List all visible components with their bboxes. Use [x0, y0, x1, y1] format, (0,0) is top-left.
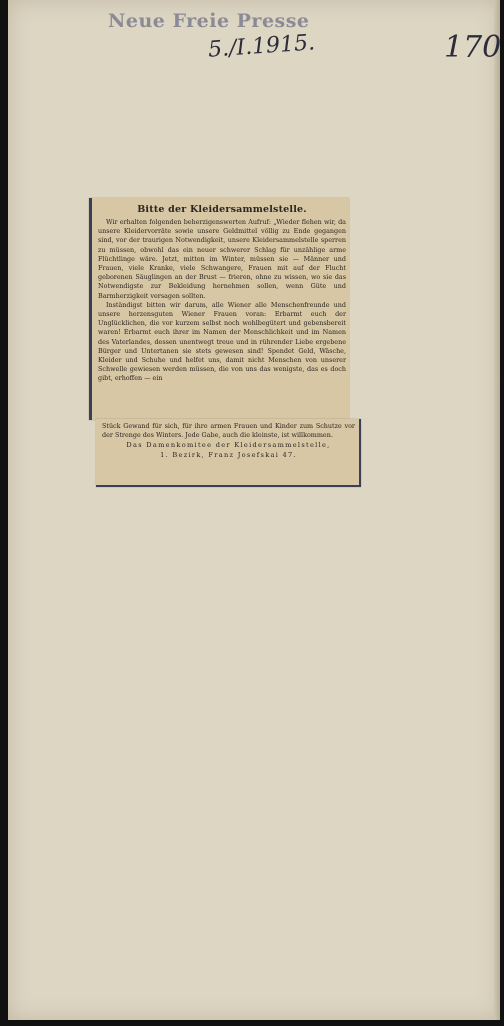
handwritten-number: 170 [444, 30, 502, 65]
signature-committee: Das Damenkomitee der Kleidersammelstelle, [126, 441, 331, 450]
document-page [8, 0, 500, 1020]
article-title: Bitte der Kleidersammelstelle. [137, 204, 307, 215]
clipping-top [89, 198, 349, 420]
handwritten-date: 5./I.1915. [207, 30, 316, 63]
clipping-bottom [96, 419, 361, 487]
page-edge [494, 0, 500, 1020]
signature-address: 1. Bezirk, Franz Josefskai 47. [160, 451, 297, 460]
newspaper-stamp: Neue Freie Presse [108, 10, 310, 32]
article-paragraph-1: Wir erhalten folgenden beherzigenswerten Aufruf: „Wieder flehen wir, da unsere Kleidervorräte sowie unsere Geldmittel völlig zu Ende gegangen sind, vor der traurigen Notwendigkeit, unsere Kleidersammelstelle sperren zu müssen, obwohl das ein neuer schwerer Schlag für unzählige arme Flüchtlinge wäre. Jetzt, mitten im Winter, müssen sie — Männer und Frauen, viele Kranke, viele Schwangere, Frauen mit auf der Flucht geborenen Säuglingen an der Brust — frieren, ohne zu wissen, wo sie das Notwendigste zur Bekleidung hernehmen sollen, wenn Güte und Barmherzigkeit versagen sollten. [98, 218, 346, 300]
article-paragraph-3: Stück Gewand für sich, für ihre armen Frauen und Kinder zum Schutze vor der Strenge des Winters. Jede Gabe, auch die kleinste, ist willkommen. [102, 422, 355, 440]
article-paragraph-2: Inständigst bitten wir darum, alle Wiener alle Menschenfreunde und unsere herzensguten Wiener Frauen voran: Erbarmt euch der Unglücklichen, die vor kurzem selbst noch wohlbegütert und gebensbereit waren! Erbarmt euch ihrer im Namen der Menschlichkeit und im Namen des Vaterlandes, dessen unentwegt treue und in rührender Liebe ergebene Bürger und Untertanen sie stets gewesen sind! Spendet Geld, Wäsche, Kleider und Schuhe und helfet uns, damit nicht Menschen von unserer Schwelle gewiesen werden müssen, die von uns das wenigste, das es doch gibt, erhoffen — ein [98, 300, 346, 383]
